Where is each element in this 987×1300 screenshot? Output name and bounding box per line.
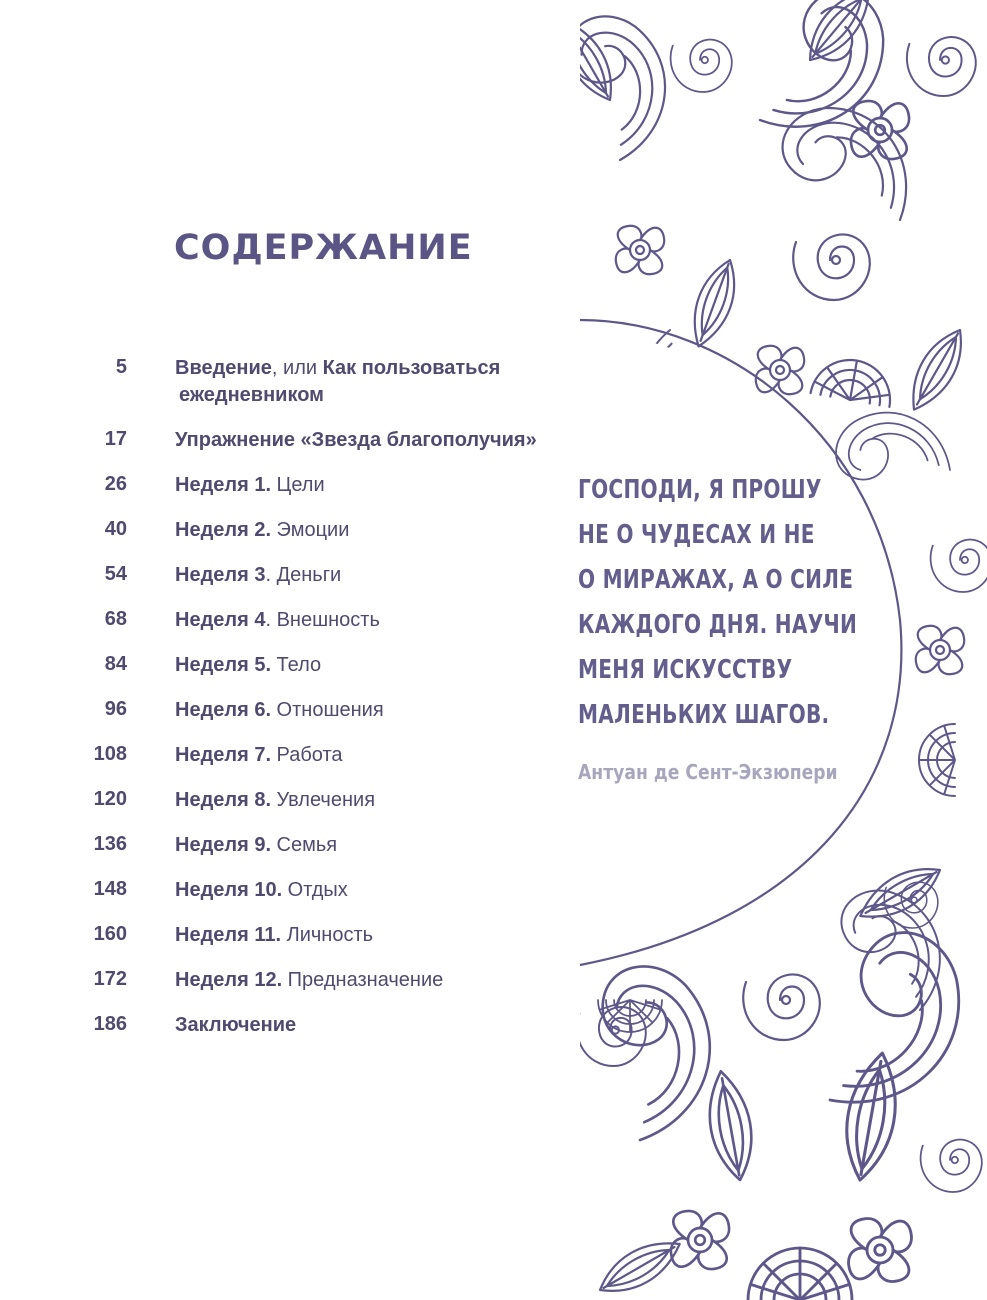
toc-entry-continuation: ежедневником	[179, 384, 324, 406]
toc-page-number: 26	[104, 473, 127, 495]
quote-author: Антуан де Сент-Экзюпери	[578, 760, 838, 784]
toc-entry-title	[175, 697, 575, 724]
toc-page-number: 17	[104, 428, 127, 450]
toc-entry-title	[175, 427, 575, 454]
toc-page-number: 172	[93, 968, 127, 990]
toc-entry[interactable]	[60, 469, 560, 514]
toc-entry-title	[175, 472, 575, 499]
toc-entry-title	[175, 355, 575, 409]
quote-line: МАЛЕНЬКИХ ШАГОВ.	[578, 700, 830, 730]
toc-entry-bold: Неделя 1.	[175, 474, 271, 496]
toc-entry[interactable]	[60, 1009, 560, 1054]
toc-entry[interactable]	[60, 514, 560, 559]
toc-entry-title	[175, 607, 575, 634]
toc-page-number: 68	[104, 608, 127, 630]
toc-page-number: 160	[93, 923, 127, 945]
epigraph	[578, 468, 878, 784]
toc-entry-rest: . Внешность	[265, 609, 380, 631]
toc-entry-title	[175, 877, 575, 904]
toc-page-number: 84	[104, 653, 127, 675]
toc-entry-rest: Семья	[271, 834, 338, 856]
page-title: СОДЕРЖАНИЕ	[174, 228, 473, 268]
table-of-contents	[60, 352, 560, 1054]
toc-entry-rest: Личность	[281, 924, 374, 946]
toc-entry-title	[175, 517, 575, 544]
quote-line: ГОСПОДИ, Я ПРОШУ	[578, 475, 822, 505]
toc-page-number: 120	[93, 788, 127, 810]
toc-entry-rest: Отдых	[282, 879, 348, 901]
toc-entry-title	[175, 967, 575, 994]
toc-entry-rest: Работа	[271, 744, 343, 766]
toc-entry[interactable]	[60, 424, 560, 469]
toc-entry[interactable]	[60, 739, 560, 784]
toc-entry-bold: Неделя 7.	[175, 744, 271, 766]
toc-page-number: 148	[93, 878, 127, 900]
toc-entry[interactable]	[60, 352, 560, 424]
toc-entry-title	[175, 562, 575, 589]
toc-entry-bold: Неделя 8.	[175, 789, 271, 811]
toc-entry-title	[175, 787, 575, 814]
toc-entry-rest: Тело	[271, 654, 322, 676]
toc-entry-bold: Неделя 3	[175, 564, 266, 586]
toc-entry-title	[175, 652, 575, 679]
toc-entry-title	[175, 1012, 575, 1039]
toc-entry-bold: Заключение	[175, 1014, 297, 1036]
toc-entry-bold: Неделя 5.	[175, 654, 271, 676]
toc-entry[interactable]	[60, 604, 560, 649]
toc-entry[interactable]	[60, 919, 560, 964]
quote-line: О МИРАЖАХ, А О СИЛЕ	[578, 565, 854, 595]
toc-entry-bold: Неделя 4	[175, 609, 266, 631]
toc-page-number: 136	[93, 833, 127, 855]
toc-entry-rest: Отношения	[271, 699, 384, 721]
toc-entry[interactable]	[60, 829, 560, 874]
toc-page-number: 54	[104, 563, 127, 585]
toc-entry-bold: Неделя 6.	[175, 699, 271, 721]
toc-entry-rest: Предназначение	[282, 969, 444, 991]
toc-entry-bold: Неделя 11.	[175, 924, 282, 946]
toc-entry-bold: Введение	[175, 357, 272, 379]
quote-line: НЕ О ЧУДЕСАХ И НЕ	[578, 520, 815, 550]
toc-page-number: 40	[104, 518, 127, 540]
toc-entry-rest: . Деньги	[265, 564, 342, 586]
toc-entry[interactable]	[60, 784, 560, 829]
toc-entry-rest: Эмоции	[271, 519, 350, 541]
toc-page-number: 108	[93, 743, 127, 765]
toc-entry-title	[175, 742, 575, 769]
toc-entry[interactable]	[60, 559, 560, 604]
toc-entry-bold: Неделя 12.	[175, 969, 283, 991]
toc-entry[interactable]	[60, 964, 560, 1009]
toc-entry-rest: Увлечения	[271, 789, 376, 811]
toc-entry-rest: , или	[271, 357, 323, 379]
toc-entry-bold-2: Как пользоваться	[322, 357, 501, 379]
toc-entry[interactable]	[60, 694, 560, 739]
toc-page-number: 96	[104, 698, 127, 720]
toc-entry[interactable]	[60, 874, 560, 919]
toc-page-number: 5	[115, 356, 127, 378]
toc-entry-title	[175, 922, 575, 949]
toc-entry-title	[175, 832, 575, 859]
toc-entry-bold: Неделя 10.	[175, 879, 283, 901]
quote-line: МЕНЯ ИСКУССТВУ	[578, 655, 793, 685]
toc-entry-bold: Упражнение «Звезда благополучия»	[175, 429, 537, 451]
toc-entry-bold: Неделя 9.	[175, 834, 271, 856]
toc-entry[interactable]	[60, 649, 560, 694]
toc-entry-bold: Неделя 2.	[175, 519, 271, 541]
quote-line: КАЖДОГО ДНЯ. НАУЧИ	[578, 610, 858, 640]
toc-entry-rest: Цели	[271, 474, 325, 496]
toc-page-number: 186	[93, 1013, 127, 1035]
